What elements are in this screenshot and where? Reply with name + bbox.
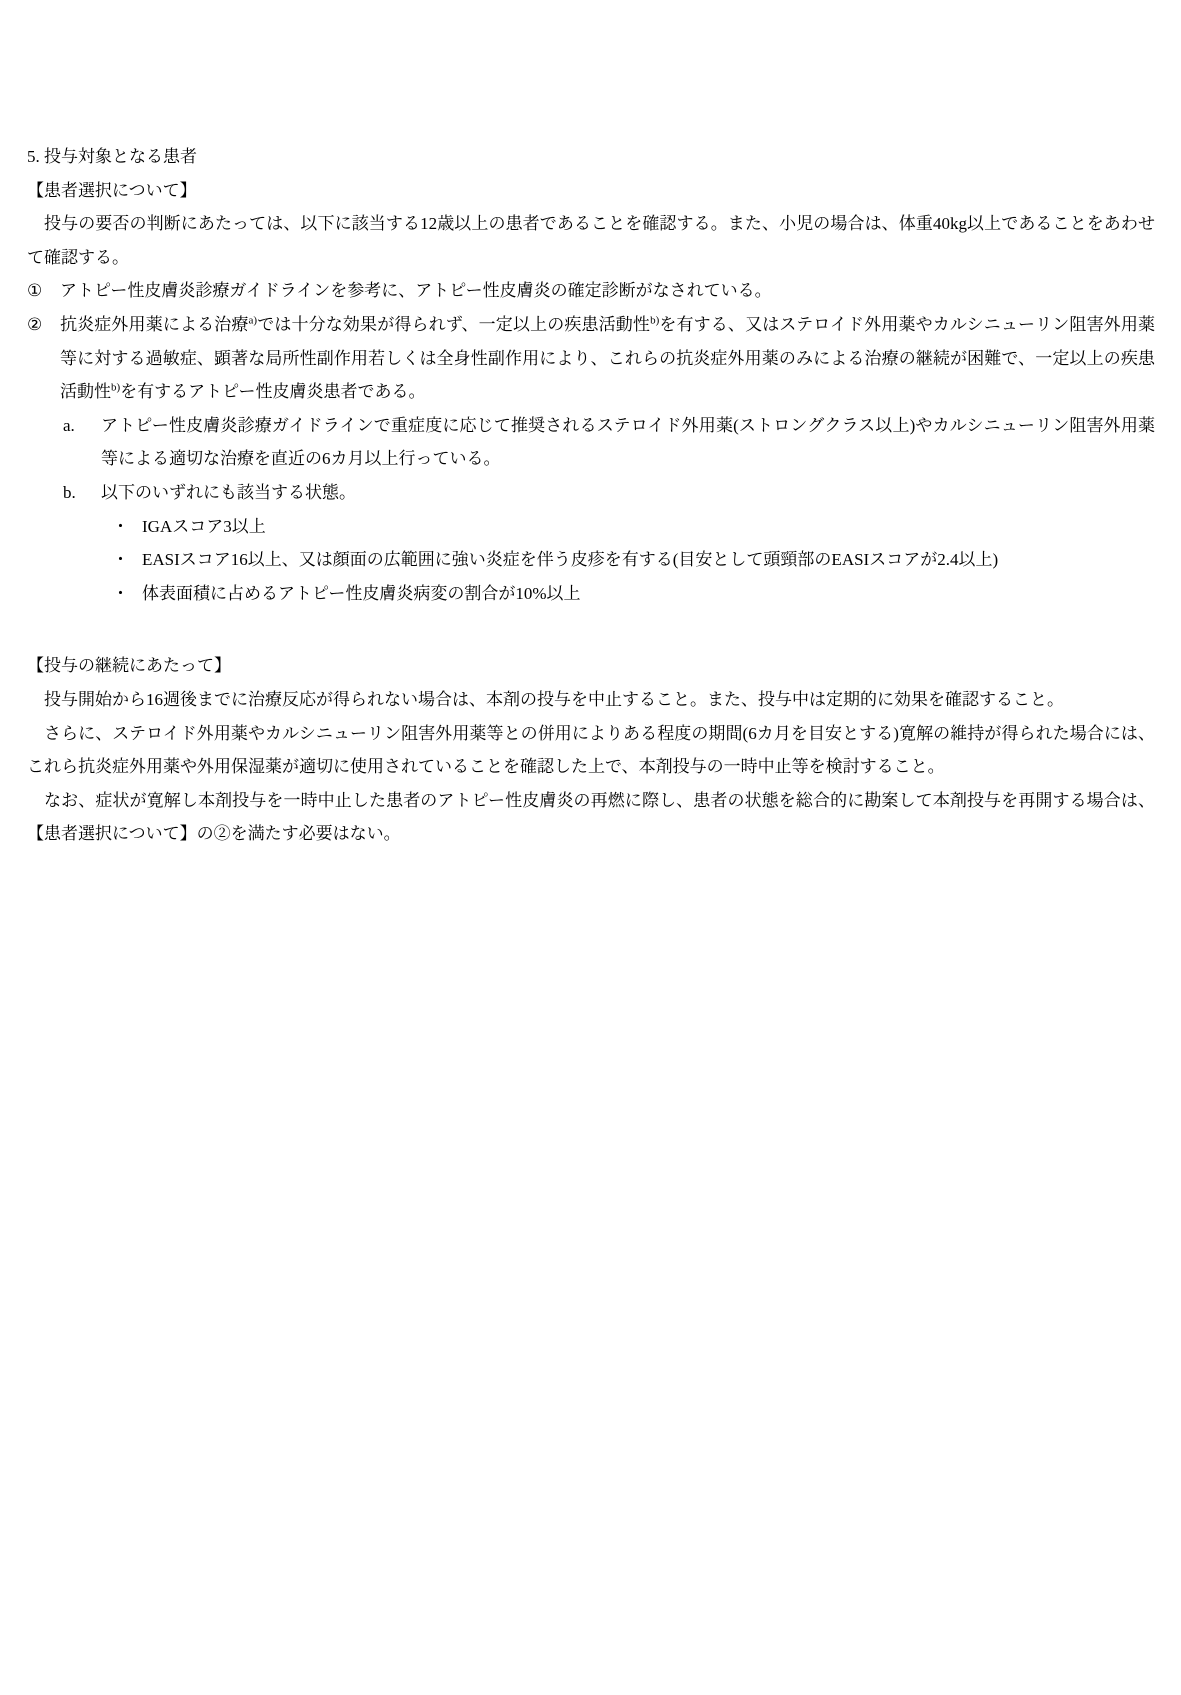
- bullet-1-text: IGAスコア3以上: [142, 516, 266, 536]
- continuation-paragraph-2: さらに、ステロイド外用薬やカルシニューリン阻害外用薬等との併用によりある程度の期間(6カ月を目安とする)寛解の維持が得られた場合には、これら抗炎症外用薬や外用保湿薬が適切に使用されていることを確認した上で、本剤投与の一時中止等を検討すること。: [27, 723, 1155, 777]
- criteria-item-1: [27, 274, 1155, 308]
- bullet-icon: ・: [112, 516, 129, 536]
- item-2-text-part-4: を有するアトピー性皮膚炎患者である。: [120, 382, 426, 402]
- item-2-text-part-1: 抗炎症外用薬による治療: [60, 314, 249, 334]
- continuation-paragraph-1: 投与開始から16週後までに治療反応が得られない場合は、本剤の投与を中止すること。また、投与中は定期的に効果を確認すること。: [44, 689, 1064, 709]
- bullet-3-text: 体表面積に占めるアトピー性皮膚炎病変の割合が10%以上: [142, 583, 581, 603]
- item-2-marker: ②: [27, 314, 43, 334]
- criteria-sub-item-a: [27, 409, 1155, 476]
- sub-item-b-marker: b.: [63, 482, 76, 502]
- continuation-title: 【投与の継続にあたって】: [27, 656, 231, 676]
- sub-item-a-text: アトピー性皮膚炎診療ガイドラインで重症度に応じて推奨されるステロイド外用薬(ストロングクラス以上)やカルシニューリン阻害外用薬等による適切な治療を直近の6カ月以上行っている。: [101, 415, 1155, 469]
- bullet-icon: ・: [112, 583, 129, 603]
- bullet-2-text: EASIスコア16以上、又は顔面の広範囲に強い炎症を伴う皮疹を有する(目安として頭頸部のEASIスコアが2.4以上): [142, 550, 999, 570]
- patient-selection-title: 【患者選択について】: [27, 180, 197, 200]
- bullet-icon: ・: [112, 550, 129, 570]
- item-2-text-part-3: を有する、又はステロイド外用薬やカルシニューリン阻害外用薬等に対する過敏症、顕著な局所性副作用若しくは全身性副作用により、これらの抗炎症外用薬のみによる治療の継続が困難で、一定以上の疾患活動性: [60, 314, 1155, 402]
- section-heading: 5. 投与対象となる患者: [27, 147, 197, 166]
- footnote-ref-b: b): [650, 314, 660, 327]
- sub-item-b-text: 以下のいずれにも該当する状態。: [101, 482, 356, 502]
- item-1-marker: ①: [27, 281, 43, 301]
- continuation-paragraph-3: なお、症状が寛解し本剤投与を一時中止した患者のアトピー性皮膚炎の再燃に際し、患者の状態を総合的に勘案して本剤投与を再開する場合は、【患者選択について】の②を満たす必要はない。: [27, 790, 1155, 844]
- sub-item-a-marker: a.: [63, 415, 75, 435]
- footnote-ref-a: a): [248, 314, 258, 327]
- criteria-item-2: [27, 308, 1155, 409]
- item-2-text: [60, 315, 1155, 401]
- item-2-text-part-2: では十分な効果が得られず、一定以上の疾患活動性: [257, 314, 651, 334]
- patient-selection-intro: 投与の要否の判断にあたっては、以下に該当する12歳以上の患者であることを確認する。また、小児の場合は、体重40kg以上であることをあわせて確認する。: [27, 214, 1155, 267]
- footnote-ref-b-2: b): [111, 381, 121, 394]
- criteria-sub-item-b: [27, 476, 1155, 510]
- list-item: [27, 577, 1155, 611]
- list-item: [27, 543, 1155, 577]
- list-item: [27, 510, 1155, 544]
- item-1-text: アトピー性皮膚炎診療ガイドラインを参考に、アトピー性皮膚炎の確定診断がなされている。: [60, 281, 772, 301]
